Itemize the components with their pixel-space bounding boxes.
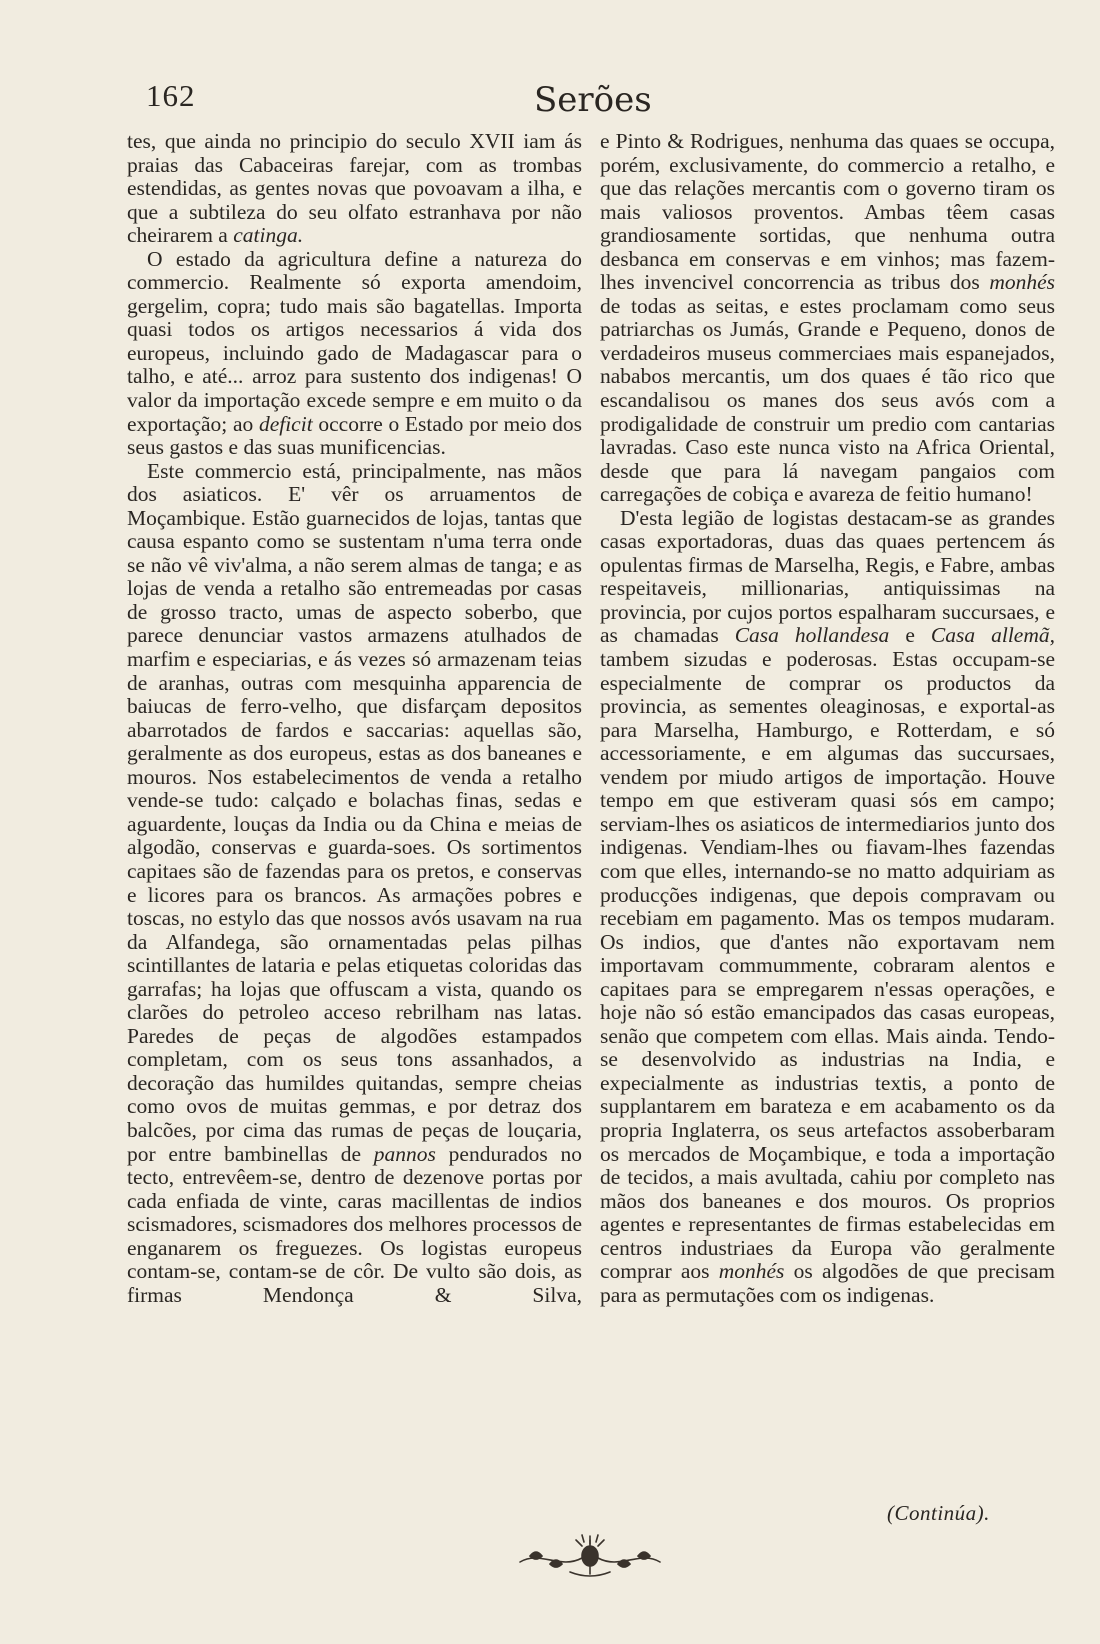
paragraph [127, 460, 582, 1308]
paragraph [127, 130, 582, 248]
floral-ornament-icon [510, 1532, 670, 1582]
paragraph [600, 507, 1055, 1308]
text-run: e [889, 623, 931, 648]
continued-note: (Continúa). [887, 1501, 990, 1525]
left-column [127, 130, 582, 1307]
italic-term: Casa allemã, [930, 623, 1055, 648]
text-run: os algodões de que precisam para as permutações com os indigenas. [600, 1259, 1055, 1307]
text-run: tambem sizudas e poderosas. Estas occupam-se especialmente de comprar os productos da provincia, as sementes oleaginosas, e exportal-as para Marselha, Hamburgo, e Rotterdam, e só accessoriamente, e em algumas das succursaes, vendem por miudo artigos de importação. Houve tempo em que estiveram quasi sós em campo; serviam-lhes os asiaticos de intermediarios junto dos indigenas. Vendiam-lhes ou fiavam-lhes fazendas com que elles, internando-se no matto adquiriam as producções indigenas, que depois compravam ou recebiam em pagamento. Mas os tempos mudaram. Os indios, que d'antes não exportavam nem importavam commummente, cobraram alentos e capitaes para se empregarem n'essas operações, e hoje não só estão emancipados das casas europeas, senão que competem com ellas. Mais ainda. Tendo-se desenvolvido as industrias na India, e expecialmente as industrias textis, a ponto de supplantarem em barateza e em acabamento os da propria Inglaterra, os seus artefactos assoberbaram os mercados de Moçambique, e toda a importação de tecidos, a mais avultada, cahiu por completo nas mãos dos baneanes e dos mouros. Os proprios agentes e representantes de firmas estabelecidas em centros industriaes da Europa vão geralmente comprar aos [600, 647, 1055, 1284]
italic-term: Casa hollandesa [734, 623, 890, 648]
text-run: occorre o Estado por meio dos seus gastos e das suas munificencias. [127, 411, 582, 460]
text-run: de todas as seitas, e estes proclamam como seus patriarchas os Jumás, Grande e Pequeno, donos de verdadeiros museus commerciaes mais espanejados, nababos mercantis, um dos quaes é tão rico que escandalisou os manes dos seus avós com a prodigalidade de construir um predio com cantarias lavradas. Caso este nunca visto na Africa Oriental, desde que para lá navegam pangaios com carregações de cobiça e avareza de feitio humano! [600, 293, 1055, 507]
paragraph [600, 130, 1055, 507]
text-run: e Pinto & Rodrigues, nenhuma das quaes se occupa, porém, exclusivamente, do commercio a retalho, e que das relações mercantis com o governo tiram os mais valiosos proventos. Ambas têem casas grandiosamente sortidas, que nenhuma outra desbanca em conservas e em vinhos; mas fazem-lhes invencivel concorrencia as tribus dos [600, 129, 1055, 295]
page-number: 162 [146, 78, 196, 113]
text-run: tes, que ainda no principio do seculo XVII iam ás praias das Cabaceiras farejar, com as trombas estendidas, as gentes novas que povoavam a ilha, e que a subtileza do seu olfato estranhava por não cheirarem a [127, 129, 582, 248]
italic-term: catinga. [233, 223, 304, 248]
right-column [600, 130, 1055, 1307]
text-run: pendurados no tecto, entrevêem-se, dentro de dezenove portas por cada enfiada de vinte, caras macillentas de indios scismadores, scismadores dos melhores processos de enganarem os freguezes. Os logistas europeus contam-se, contam-se de côr. De vulto são dois, as firmas Mendonça & Silva, [127, 1141, 582, 1307]
italic-term: deficit [258, 411, 313, 436]
text-run: Este commercio está, principalmente, nas mãos dos asiaticos. E' vêr os arruamentos de Moçambique. Estão guarnecidos de lojas, tantas que causa espanto como se sustentam n'uma terra onde se não vê viv'alma, a não serem almas de tanga; e as lojas de venda a retalho são entremeadas por casas de grosso tracto, umas de aspecto soberbo, que parece denunciar vastos armazens atulhados de marfim e especiarias, e ás vezes só armazenam teias de aranhas, outras com mesquinha apparencia de baiucas de ferro-velho, que disfarçam depositos abarrotados de fardos e saccarias: aquellas são, geralmente as dos europeus, estas as dos baneanes e mouros. Nos estabelecimentos de venda a retalho vende-se tudo: calçado e bolachas finas, sedas e aguardente, louças da India ou da China e meias de algodão, conservas e guarda-soes. Os sortimentos capitaes são de fazendas para os pretos, e conservas e licores para os brancos. As armações pobres e toscas, no estylo das que nossos avós usavam na rua da Alfandega, são ornamentadas pelas pilhas scintillantes de lataria e pelas etiquetas coloridas das garrafas; ha lojas que offuscam a vista, quando os clarões do petroleo acceso rebrilham nas latas. Paredes de peças de algodões estampados completam, com os seus tons assanhados, a decoração das humildes quitandas, sempre cheias como ovos de muitas gemmas, e por detraz dos balcões, por cima das rumas de peças de louçaria, por entre bambinellas de [127, 458, 582, 1166]
paragraph [127, 248, 582, 460]
text-run: D'esta legião de logistas destacam-se as grandes casas exportadoras, duas das quaes pertencem ás opulentas firmas de Marselha, Regis, e Fabre, ambas respeitaveis, millionarias, antiquissimas na provincia, por cujos portos espalharam succursaes, e as chamadas [600, 505, 1055, 648]
text-run: O estado da agricultura define a natureza do commercio. Realmente só exporta amendoim, gergelim, copra; tudo mais são bagatellas. Importa quasi todos os artigos necessarios á vida dos europeus, incluindo gado de Madagascar para o talho, e até... arroz para sustento dos indigenas! O valor da importação excede sempre e em muito o da exportação; ao [127, 246, 582, 436]
italic-term: monhés [989, 270, 1055, 295]
italic-term: pannos [373, 1141, 436, 1166]
italic-term: monhés [718, 1259, 785, 1284]
running-title: Serões [534, 80, 652, 120]
